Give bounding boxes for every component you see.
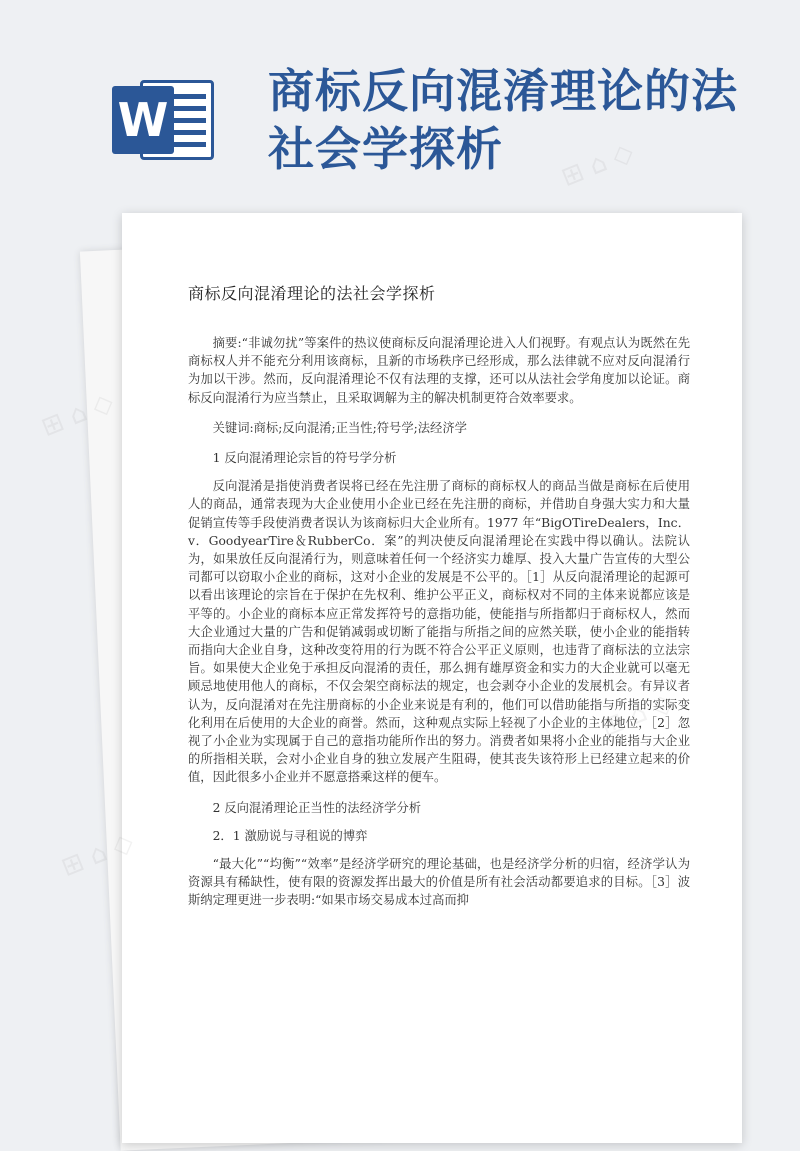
document-page [122,213,742,1143]
header-banner [0,0,800,200]
abstract-paragraph: 摘要:“非诚勿扰”等案件的热议使商标反向混淆理论进入人们视野。有观点认为既然在先商标权人并不能充分利用该商标，且新的市场秩序已经形成，那么法律就不应对反向混淆行为加以干涉。然而，反向混淆理论不仅有法理的支撑，还可以从法社会学角度加以论证。商标反向混淆行为应当禁止，且采取调解为主的解决机制更符合效率要求。 [188,336,690,405]
section-1-body: 反向混淆是指使消费者误将已经在先注册了商标的商标权人的商品当做是商标在后使用人的商品，通常表现为大企业使用小企业已经在先注册的商标，并借助自身强大实力和大量促销宣传等手段使消费者误认为该商标归大企业所有。1977 年“BigOTireDealers，Inc．v．GoodyearTire＆RubberCo．案”的判决使反向混淆理论在实践中得以确认。法院认为，如果放任反向混淆行为，则意味着任何一个经济实力雄厚、投入大量广告宣传的大型公司都可以窃取小企业的商标，这对小企业的发展是不公平的。［1］从反向混淆理论的起源可以看出该理论的宗旨在于保护在先权利、维护公平正义，商标权对不同的主体来说都应该是平等的。小企业的商标本应正常发挥符号的意指功能，使能指与所指都归于商标权人，然而大企业通过大量的广告和促销减弱或切断了能指与所指之间的应然关联，使小企业的能指转而指向大企业自身，这种改变符用的行为既不符合公平正义原则，也违背了商标法的立法宗旨。如果使大企业免于承担反向混淆的责任，那么拥有雄厚资金和实力的大企业就可以毫无顾忌地使用他人的商标，不仅会架空商标法的规定，也会剥夺小企业的发展机会。有异议者认为，反向混淆对在先注册商标的小企业来说是有利的，他们可以借助能指与所指的实际变化利用在后使用的大企业的商誉。然而，这种观点实际上轻视了小企业的主体地位，［2］忽视了小企业为实现属于自己的意指功能所作出的努力。消费者如果将小企业的能指与大企业的所指相关联，会对小企业自身的独立发展产生阻碍，使其丧失该符形上已经建立起来的价值，因此很多小企业并不愿意搭乘这样的便车。 [188,479,690,785]
watermark-decoration: ⊞ ⌂ ◇ [57,827,138,883]
section-2-heading: 2 反向混淆理论正当性的法经济学分析 [212,800,422,815]
section-2-1-body: “最大化”“均衡”“效率”是经济学研究的理论基础，也是经济学分析的归宿，经济学认为资源具有稀缺性，使有限的资源发挥出最大的价值是所有社会活动都要追求的目标。［3］波斯纳定理更进一步表明:“如果市场交易成本过高而抑 [188,857,690,908]
document-title: 商标反向混淆理论的法社会学探析 [188,284,436,303]
section-2-1-heading: 2．1 激励说与寻租说的博弈 [212,828,368,843]
keywords-line: 关键词:商标;反向混淆;正当性;符号学;法经济学 [212,420,467,435]
watermark-decoration: ⊞ ⌂ ◇ [557,137,638,193]
banner-title: 商标反向混淆理论的法社会学探析 [268,64,738,176]
section-1-heading: 1 反向混淆理论宗旨的符号学分析 [212,451,397,466]
word-icon-letter: W [112,86,174,154]
word-document-icon [112,74,218,166]
watermark-decoration: ⊞ ⌂ ◇ [37,387,118,443]
